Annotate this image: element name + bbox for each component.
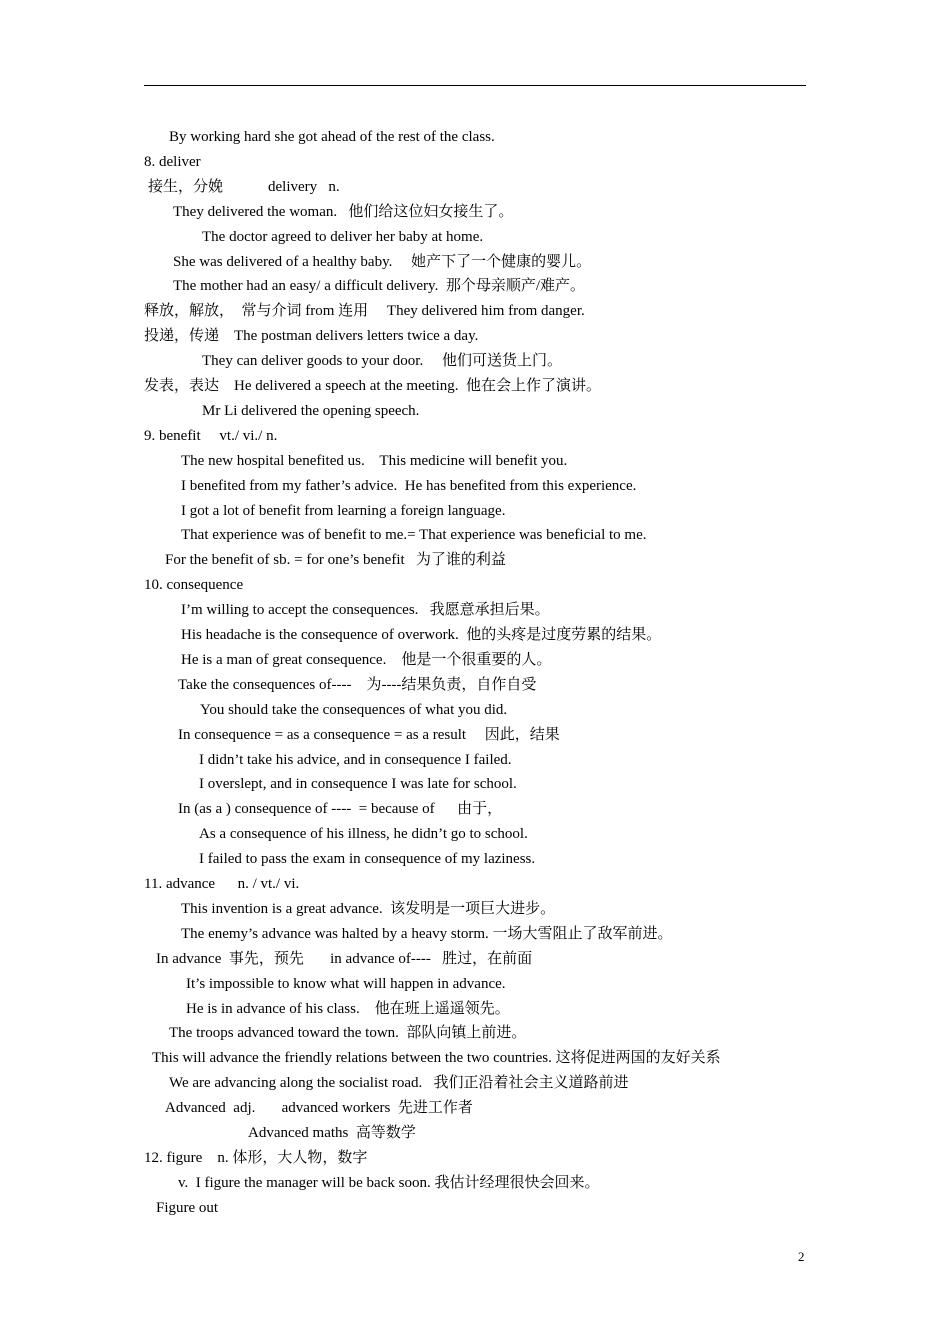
text-line: Take the consequences of---- 为----结果负责，自作自受 bbox=[178, 676, 537, 693]
text-line: In consequence = as a consequence = as a result 因此，结果 bbox=[178, 726, 560, 743]
text-line: In advance 事先，预先 in advance of---- 胜过，在前面 bbox=[156, 950, 533, 967]
text-line: It’s impossible to know what will happen in advance. bbox=[186, 975, 506, 992]
text-line: As a consequence of his illness, he didn’t go to school. bbox=[199, 826, 528, 843]
text-line: 发表，表达 He delivered a speech at the meeting. 他在会上作了演讲。 bbox=[144, 378, 601, 394]
text-line: This will advance the friendly relations between the two countries. 这将促进两国的友好关系 bbox=[152, 1050, 721, 1067]
text-line: 投递，传递 The postman delivers letters twice a day. bbox=[144, 328, 479, 345]
text-line: Figure out bbox=[156, 1199, 219, 1216]
text-line: For the benefit of sb. = for one’s benefit 为了谁的利益 bbox=[165, 552, 506, 569]
text-line: I didn’t take his advice, and in consequence I failed. bbox=[199, 751, 512, 768]
text-line: I got a lot of benefit from learning a foreign language. bbox=[181, 502, 506, 519]
text-line: Advanced maths 高等数学 bbox=[248, 1125, 416, 1141]
text-line: 8. deliver bbox=[144, 153, 201, 170]
text-line: I failed to pass the exam in consequence of my laziness. bbox=[199, 851, 536, 868]
text-line: She was delivered of a healthy baby. 她产下了一个健康的婴儿。 bbox=[173, 253, 592, 270]
text-line: That experience was of benefit to me.= That experience was beneficial to me. bbox=[181, 527, 647, 544]
text-line: I overslept, and in consequence I was late for school. bbox=[199, 776, 517, 793]
text-line: This invention is a great advance. 该发明是一项巨大进步。 bbox=[181, 900, 556, 917]
text-line: The mother had an easy/ a difficult delivery. 那个母亲顺产/难产。 bbox=[173, 278, 585, 295]
header-rule bbox=[144, 85, 806, 86]
text-line: The troops advanced toward the town. 部队向镇上前进。 bbox=[169, 1025, 527, 1042]
text-line: 9. benefit vt./ vi./ n. bbox=[144, 427, 278, 444]
text-line: They can deliver goods to your door. 他们可送货上门。 bbox=[202, 353, 562, 370]
text-line: Advanced adj. advanced workers 先进工作者 bbox=[165, 1100, 473, 1117]
text-line: 12. figure n. 体形，大人物，数字 bbox=[144, 1149, 368, 1166]
text-line: 10. consequence bbox=[144, 577, 244, 594]
text-line: We are advancing along the socialist road. 我们正沿着社会主义道路前进 bbox=[169, 1075, 629, 1092]
text-line: Mr Li delivered the opening speech. bbox=[202, 402, 420, 419]
text-line: I’m willing to accept the consequences. 我愿意承担后果。 bbox=[181, 602, 550, 619]
text-line: They delivered the woman. 他们给这位妇女接生了。 bbox=[173, 203, 514, 220]
text-line: By working hard she got ahead of the rest of the class. bbox=[169, 129, 495, 145]
text-line: The doctor agreed to deliver her baby at home. bbox=[202, 228, 484, 245]
text-line: 接生，分娩 delivery n. bbox=[148, 178, 340, 195]
text-line: I benefited from my father’s advice. He has benefited from this experience. bbox=[181, 477, 637, 494]
text-line: He is a man of great consequence. 他是一个很重要的人。 bbox=[181, 651, 552, 668]
text-line: The new hospital benefited us. This medicine will benefit you. bbox=[181, 452, 568, 469]
text-line: In (as a ) consequence of ---- = because of 由于， bbox=[178, 801, 503, 818]
text-line: He is in advance of his class. 他在班上遥遥领先。 bbox=[186, 1000, 510, 1017]
text-line: You should take the consequences of what you did. bbox=[200, 701, 508, 718]
text-line: His headache is the consequence of overwork. 他的头疼是过度劳累的结果。 bbox=[181, 627, 662, 643]
text-line: 释放，解放， 常与介词 from 连用 They delivered him from danger. bbox=[144, 303, 585, 320]
page-number: 2 bbox=[798, 1249, 805, 1264]
text-line: 11. advance n. / vt./ vi. bbox=[144, 876, 300, 892]
text-line: The enemy’s advance was halted by a heavy storm. 一场大雪阻止了敌军前进。 bbox=[181, 925, 673, 942]
text-line: v. I figure the manager will be back soon. 我估计经理很快会回来。 bbox=[178, 1174, 600, 1191]
